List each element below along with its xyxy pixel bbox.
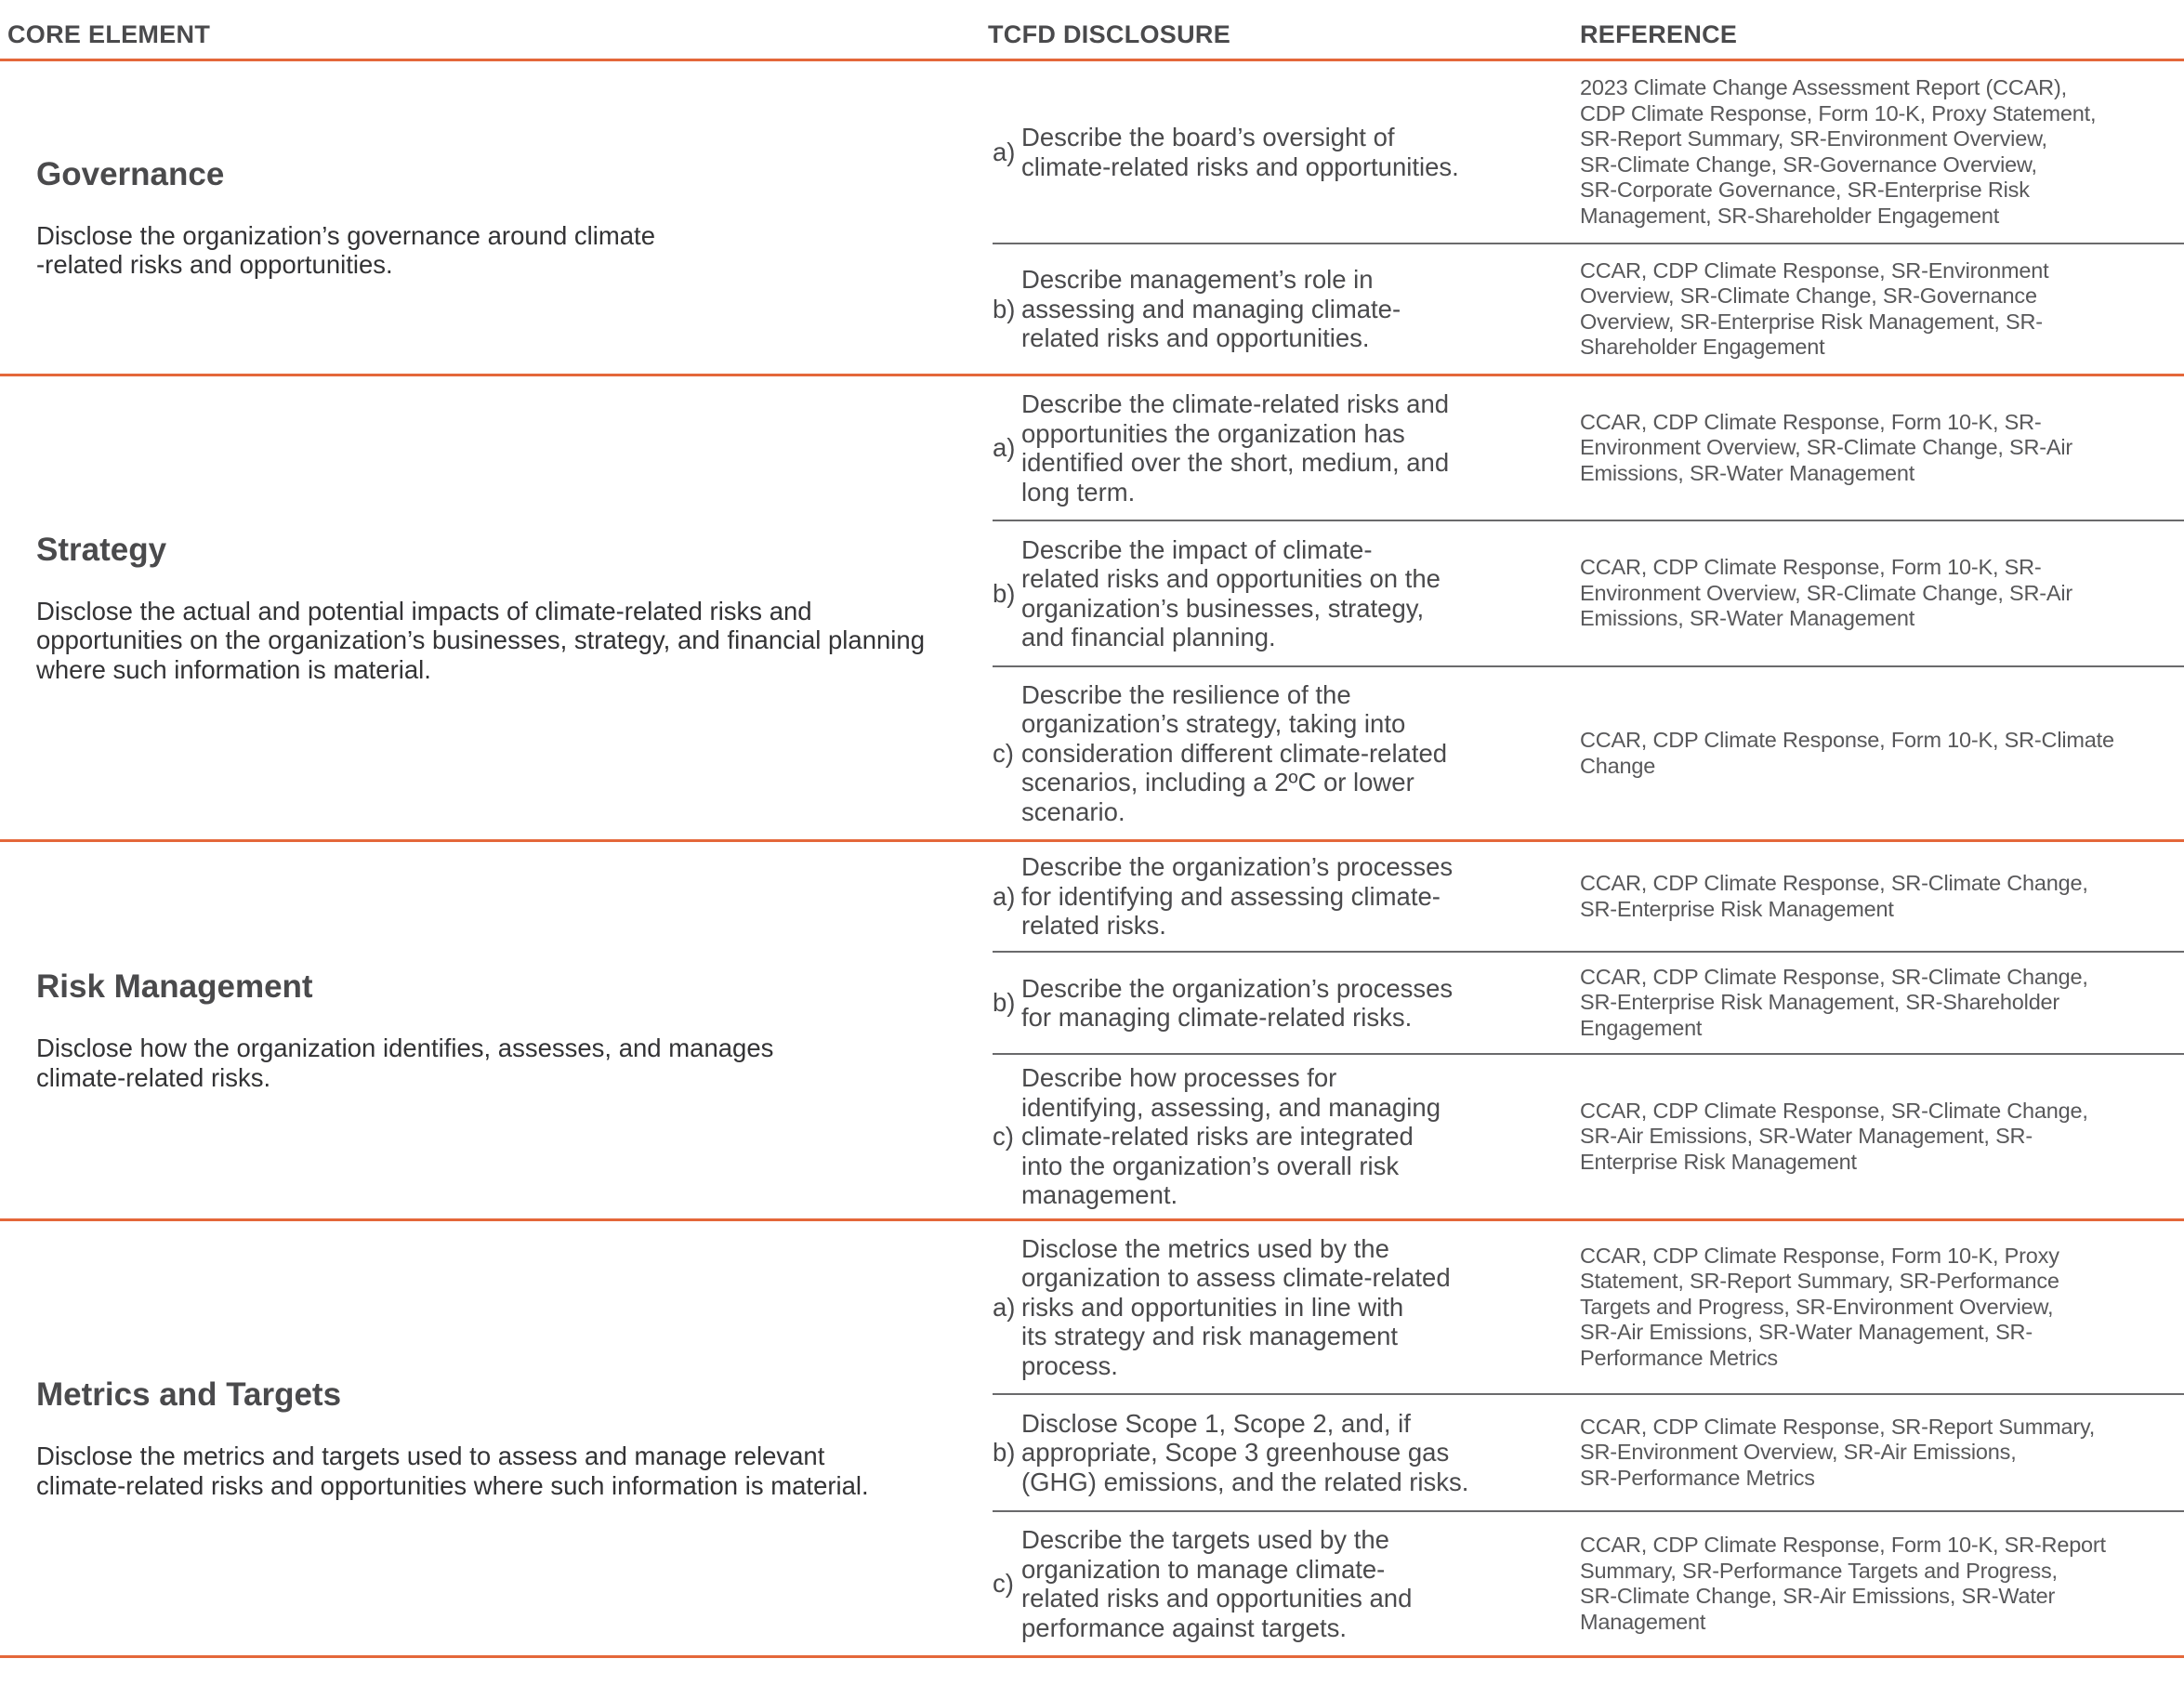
disclosure-letter: b)	[993, 578, 1016, 608]
section-title: Governance	[36, 155, 225, 192]
disclosure-letter: c)	[993, 1569, 1014, 1599]
reference-text: CCAR, CDP Climate Response, SR-Climate Change, SR-Enterprise Risk Management, SR-Shareholder Engagement	[1580, 964, 2088, 1040]
section-title: Risk Management	[36, 968, 313, 1005]
disclosure-text: Disclose the metrics used by the organization to assess climate-related risks and opportunities in line with its strategy and risk management process.	[1021, 1233, 1451, 1380]
disclosure-item	[993, 1395, 1504, 1510]
reference-text: CCAR, CDP Climate Response, Form 10-K, SR-Report Summary, SR-Performance Targets and Progress, SR-Climate Change, SR-Air Emissions, SR-Water Management	[1580, 1533, 2106, 1634]
disclosure-item	[993, 521, 1504, 665]
disclosure-item	[993, 667, 1504, 839]
disclosure-text: Describe the resilience of the organization’s strategy, taking into consideration different climate-related scenarios, including a 2ºC or lower scenario.	[1021, 679, 1448, 826]
section-description: Disclose the organization’s governance around climate -related risks and opportunities.	[36, 220, 655, 279]
disclosure-item	[993, 244, 1504, 374]
disclosure-letter: b)	[993, 294, 1016, 323]
header-reference: REFERENCE	[1580, 20, 1738, 48]
disclosure-letter: a)	[993, 1292, 1016, 1322]
disclosure-item	[993, 1512, 1504, 1655]
disclosure-letter: a)	[993, 881, 1016, 911]
section-description: Disclose the actual and potential impacts of climate-related risks and opportunities on the organization’s businesses, strategy, and financial planning where such information is material.	[36, 596, 926, 684]
disclosure-text: Describe the targets used by the organization to manage climate- related risks and opportunities and performance against targets.	[1021, 1525, 1413, 1642]
disclosure-letter: c)	[993, 1122, 1014, 1152]
table-bottom-rule	[0, 1655, 2184, 1658]
disclosure-item	[993, 1055, 1504, 1218]
reference-text: CCAR, CDP Climate Response, Form 10-K, Proxy Statement, SR-Report Summary, SR-Performance Targets and Progress, SR-Environment Overview, SR-Air Emissions, SR-Water Management, SR- Performance Metrics	[1580, 1243, 2059, 1370]
disclosure-text: Describe management’s role in assessing and managing climate- related risks and opportunities.	[1021, 265, 1401, 353]
section-metrics-and-targets	[36, 1221, 993, 1655]
disclosure-letter: b)	[993, 1438, 1016, 1468]
disclosure-letter: b)	[993, 988, 1016, 1018]
section-risk-management	[36, 842, 966, 1218]
section-description: Disclose the metrics and targets used to assess and manage relevant climate-related risks and opportunities where such information is material.	[36, 1441, 869, 1500]
section-description: Disclose how the organization identifies, assesses, and manages climate-related risks.	[36, 1033, 774, 1092]
section-title: Strategy	[36, 531, 167, 568]
disclosure-item	[993, 376, 1504, 520]
disclosure-text: Describe the organization’s processes for identifying and assessing climate- related risks.	[1021, 852, 1454, 941]
header-core-element: CORE ELEMENT	[7, 20, 211, 48]
section-title: Metrics and Targets	[36, 1376, 342, 1413]
disclosure-text: Describe the climate-related risks and opportunities the organization has identified over the short, medium, and long term.	[1021, 389, 1450, 507]
reference-text: 2023 Climate Change Assessment Report (CCAR), CDP Climate Response, Form 10-K, Proxy Statement, SR-Report Summary, SR-Environment Overview, SR-Climate Change, SR-Governance Overview, SR-Corporate Governance, SR-Enterprise Risk Management, SR-Shareholder Engagement	[1580, 75, 2097, 228]
reference-text: CCAR, CDP Climate Response, SR-Climate Change, SR-Air Emissions, SR-Water Management, SR- Enterprise Risk Management	[1580, 1098, 2088, 1174]
disclosure-text: Disclose Scope 1, Scope 2, and, if appropriate, Scope 3 greenhouse gas (GHG) emissions, and the related risks.	[1021, 1408, 1469, 1496]
disclosure-letter: a)	[993, 137, 1016, 166]
disclosure-text: Describe the board’s oversight of climate-related risks and opportunities.	[1021, 123, 1459, 181]
disclosure-text: Describe the impact of climate- related risks and opportunities on the organization’s businesses, strategy, and financial planning.	[1021, 534, 1441, 652]
disclosure-item	[993, 1221, 1504, 1393]
disclosure-text: Describe how processes for identifying, assessing, and managing climate-related risks are integrated into the organization’s overall risk management.	[1021, 1063, 1441, 1210]
reference-text: CCAR, CDP Climate Response, Form 10-K, SR- Environment Overview, SR-Climate Change, SR-Air Emissions, SR-Water Management	[1580, 409, 2072, 485]
disclosure-letter: a)	[993, 433, 1016, 463]
reference-text: CCAR, CDP Climate Response, Form 10-K, SR-Climate Change	[1580, 728, 2114, 778]
reference-text: CCAR, CDP Climate Response, Form 10-K, SR- Environment Overview, SR-Climate Change, SR-Air Emissions, SR-Water Management	[1580, 555, 2072, 631]
disclosure-letter: c)	[993, 738, 1014, 768]
disclosure-item	[993, 61, 1504, 243]
disclosure-item	[993, 842, 1504, 951]
reference-text: CCAR, CDP Climate Response, SR-Report Summary, SR-Environment Overview, SR-Air Emissions, SR-Performance Metrics	[1580, 1414, 2096, 1490]
header-tcfd-disclosure: TCFD DISCLOSURE	[988, 20, 1230, 48]
disclosure-item	[993, 953, 1504, 1053]
section-governance	[36, 61, 966, 374]
reference-text: CCAR, CDP Climate Response, SR-Environment Overview, SR-Climate Change, SR-Governance Overview, SR-Enterprise Risk Management, SR- Shareholder Engagement	[1580, 257, 2049, 359]
reference-text: CCAR, CDP Climate Response, SR-Climate Change, SR-Enterprise Risk Management	[1580, 871, 2088, 921]
disclosure-text: Describe the organization’s processes for managing climate-related risks.	[1021, 973, 1454, 1032]
section-strategy	[36, 376, 975, 839]
